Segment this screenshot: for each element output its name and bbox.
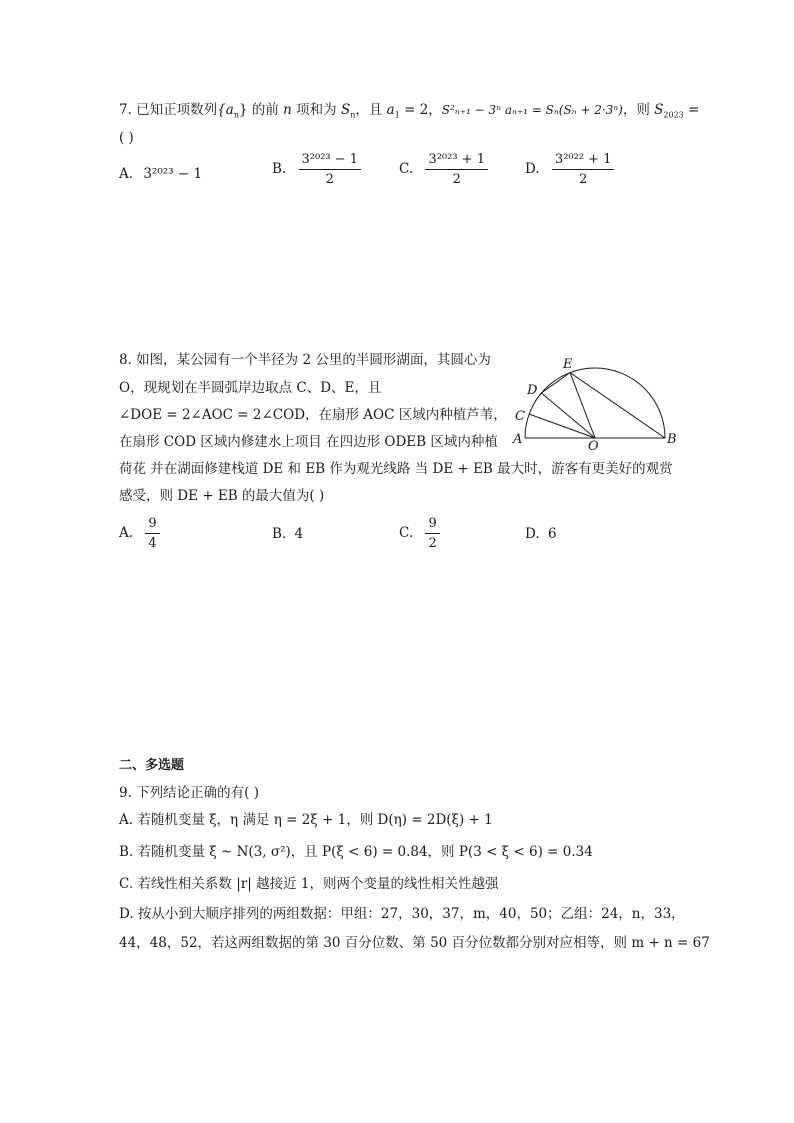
q8-option-d-label: D.: [525, 526, 540, 542]
q8-option-c-label: C.: [399, 525, 414, 541]
q7-target-sub: 2023: [663, 110, 684, 120]
q8-option-a-den: 4: [148, 536, 157, 551]
q7-option-b: [272, 152, 361, 187]
q7-seq-close: }: [238, 102, 248, 118]
q7-S: S: [340, 102, 351, 118]
q8-option-c-num: 9: [425, 516, 439, 534]
q8-segment-de: [541, 373, 570, 393]
q7-option-d: [525, 152, 614, 187]
q8-segment-od: [541, 393, 595, 438]
q7-cond1: a: [386, 102, 395, 118]
q8-option-a-frac: [145, 516, 159, 551]
q7-paren: ( ): [119, 130, 134, 146]
q9-option-c: C. 若线性相关系数 |r| 越接近 1，则两个变量的线性相关性越强: [119, 876, 499, 892]
q7-target: S: [654, 102, 664, 118]
q9-option-a: A. 若随机变量 ξ，η 满足 η = 2ξ + 1，则 D(η) = 2D(ξ) + 1: [119, 812, 493, 828]
q7-n: n: [283, 102, 292, 118]
q8-line-6: 感受，则 DE + EB 的最大值为( ): [119, 488, 325, 504]
q7-option-c: [399, 152, 488, 187]
q7-option-b-label: B.: [272, 161, 287, 177]
q8-option-a-num: 9: [145, 516, 159, 534]
q7-option-c-num: 3²⁰²³ + 1: [425, 152, 488, 170]
q8-option-c-den: 2: [428, 536, 437, 551]
q8-label-d: D: [527, 383, 538, 398]
q7-option-b-frac: [299, 152, 362, 187]
q9-option-d-line-1: D. 按从小到大顺序排列的两组数据：甲组：27，30，37，m，40，50；乙组：24，n，33，: [119, 906, 685, 922]
q7-option-d-num: 3²⁰²² + 1: [552, 152, 615, 170]
q7-seq-sub: n: [233, 110, 239, 120]
q8-option-a: [119, 516, 160, 551]
q8-segment-oc: [529, 414, 595, 438]
q8-option-d-text: 6: [547, 526, 557, 542]
q9-option-d-line-2: 44，48，52，若这两组数据的第 30 百分位数、第 50 百分位数都分别对应相等，则 m + n = 67: [119, 935, 710, 951]
q8-option-d: [525, 526, 557, 542]
q7-option-c-den: 2: [452, 172, 461, 187]
q7-option-b-num: 3²⁰²³ − 1: [299, 152, 362, 170]
q7-option-a-text: 3²⁰²³ − 1: [143, 166, 203, 182]
q8-line-2: O，现规划在半圆弧岸边取点 C、D、E，且: [119, 380, 382, 396]
q7-text-d: ，且: [355, 102, 387, 118]
q7-option-a: [119, 166, 202, 182]
q7-option-a-label: A.: [119, 166, 134, 182]
q9-option-b: B. 若随机变量 ξ ~ N(3, σ²)，且 P(ξ < 6) = 0.84，则 P(3 < ξ < 6) = 0.34: [119, 844, 593, 860]
q8-segment-eb: [570, 373, 665, 438]
q7-cond1-sub: 1: [394, 110, 400, 120]
q8-label-a: A: [513, 432, 523, 447]
q9-stem: 9. 下列结论正确的有( ): [119, 785, 259, 801]
q8-label-o: O: [588, 439, 599, 450]
q7-stem: [119, 100, 699, 126]
q8-line-1: 8. 如图，某公园有一个半径为 2 公里的半圆形湖面，其圆心为: [119, 352, 491, 368]
q8-label-e: E: [563, 357, 573, 372]
section-title: 二、多选题: [119, 758, 185, 773]
q8-option-c: [399, 516, 440, 551]
q8-line-4: 在扇形 COD 区域内修建水上项目 在四边形 ODEB 区域内种植: [119, 434, 498, 450]
q8-option-b-text: 4: [294, 526, 304, 542]
q7-text-f: ，则: [622, 102, 655, 118]
q7-text-b: 的前: [247, 102, 284, 118]
q7-text: 7. 已知正项数列: [119, 102, 218, 118]
q8-arc: [525, 368, 665, 438]
q7-option-d-frac: [552, 152, 615, 187]
q8-option-c-frac: [425, 516, 439, 551]
q7-cond2: S²ₙ₊₁ − 3ⁿ aₙ₊₁ = Sₙ(Sₙ + 2·3ⁿ): [441, 103, 623, 117]
q7-option-d-den: 2: [579, 172, 588, 187]
q7-text-e: ，: [428, 102, 442, 118]
q7-option-d-label: D.: [525, 161, 540, 177]
q8-option-b: [272, 526, 303, 542]
q7-option-c-frac: [425, 152, 488, 187]
q7-option-b-den: 2: [325, 172, 334, 187]
q8-semicircle-figure: [505, 350, 685, 450]
q7-cond1-rest: = 2: [399, 102, 429, 118]
q7-target-eq: =: [683, 102, 700, 118]
q8-line-5: 荷花 并在湖面修建栈道 DE 和 EB 作为观光线路 当 DE + EB 最大时，游客有更美好的观赏: [119, 461, 673, 477]
q7-text-c: 项和为: [291, 102, 341, 118]
q7-seq: {a: [217, 102, 234, 118]
q8-label-b: B: [667, 432, 677, 447]
q8-option-a-label: A.: [119, 525, 134, 541]
q8-option-b-label: B.: [272, 526, 287, 542]
q8-segment-oe: [570, 373, 595, 438]
q7-S-sub: n: [350, 110, 356, 120]
q8-line-3: ∠DOE = 2∠AOC = 2∠COD，在扇形 AOC 区域内种植芦苇，: [119, 407, 507, 423]
q8-label-c: C: [515, 409, 525, 424]
q7-option-c-label: C.: [399, 161, 414, 177]
